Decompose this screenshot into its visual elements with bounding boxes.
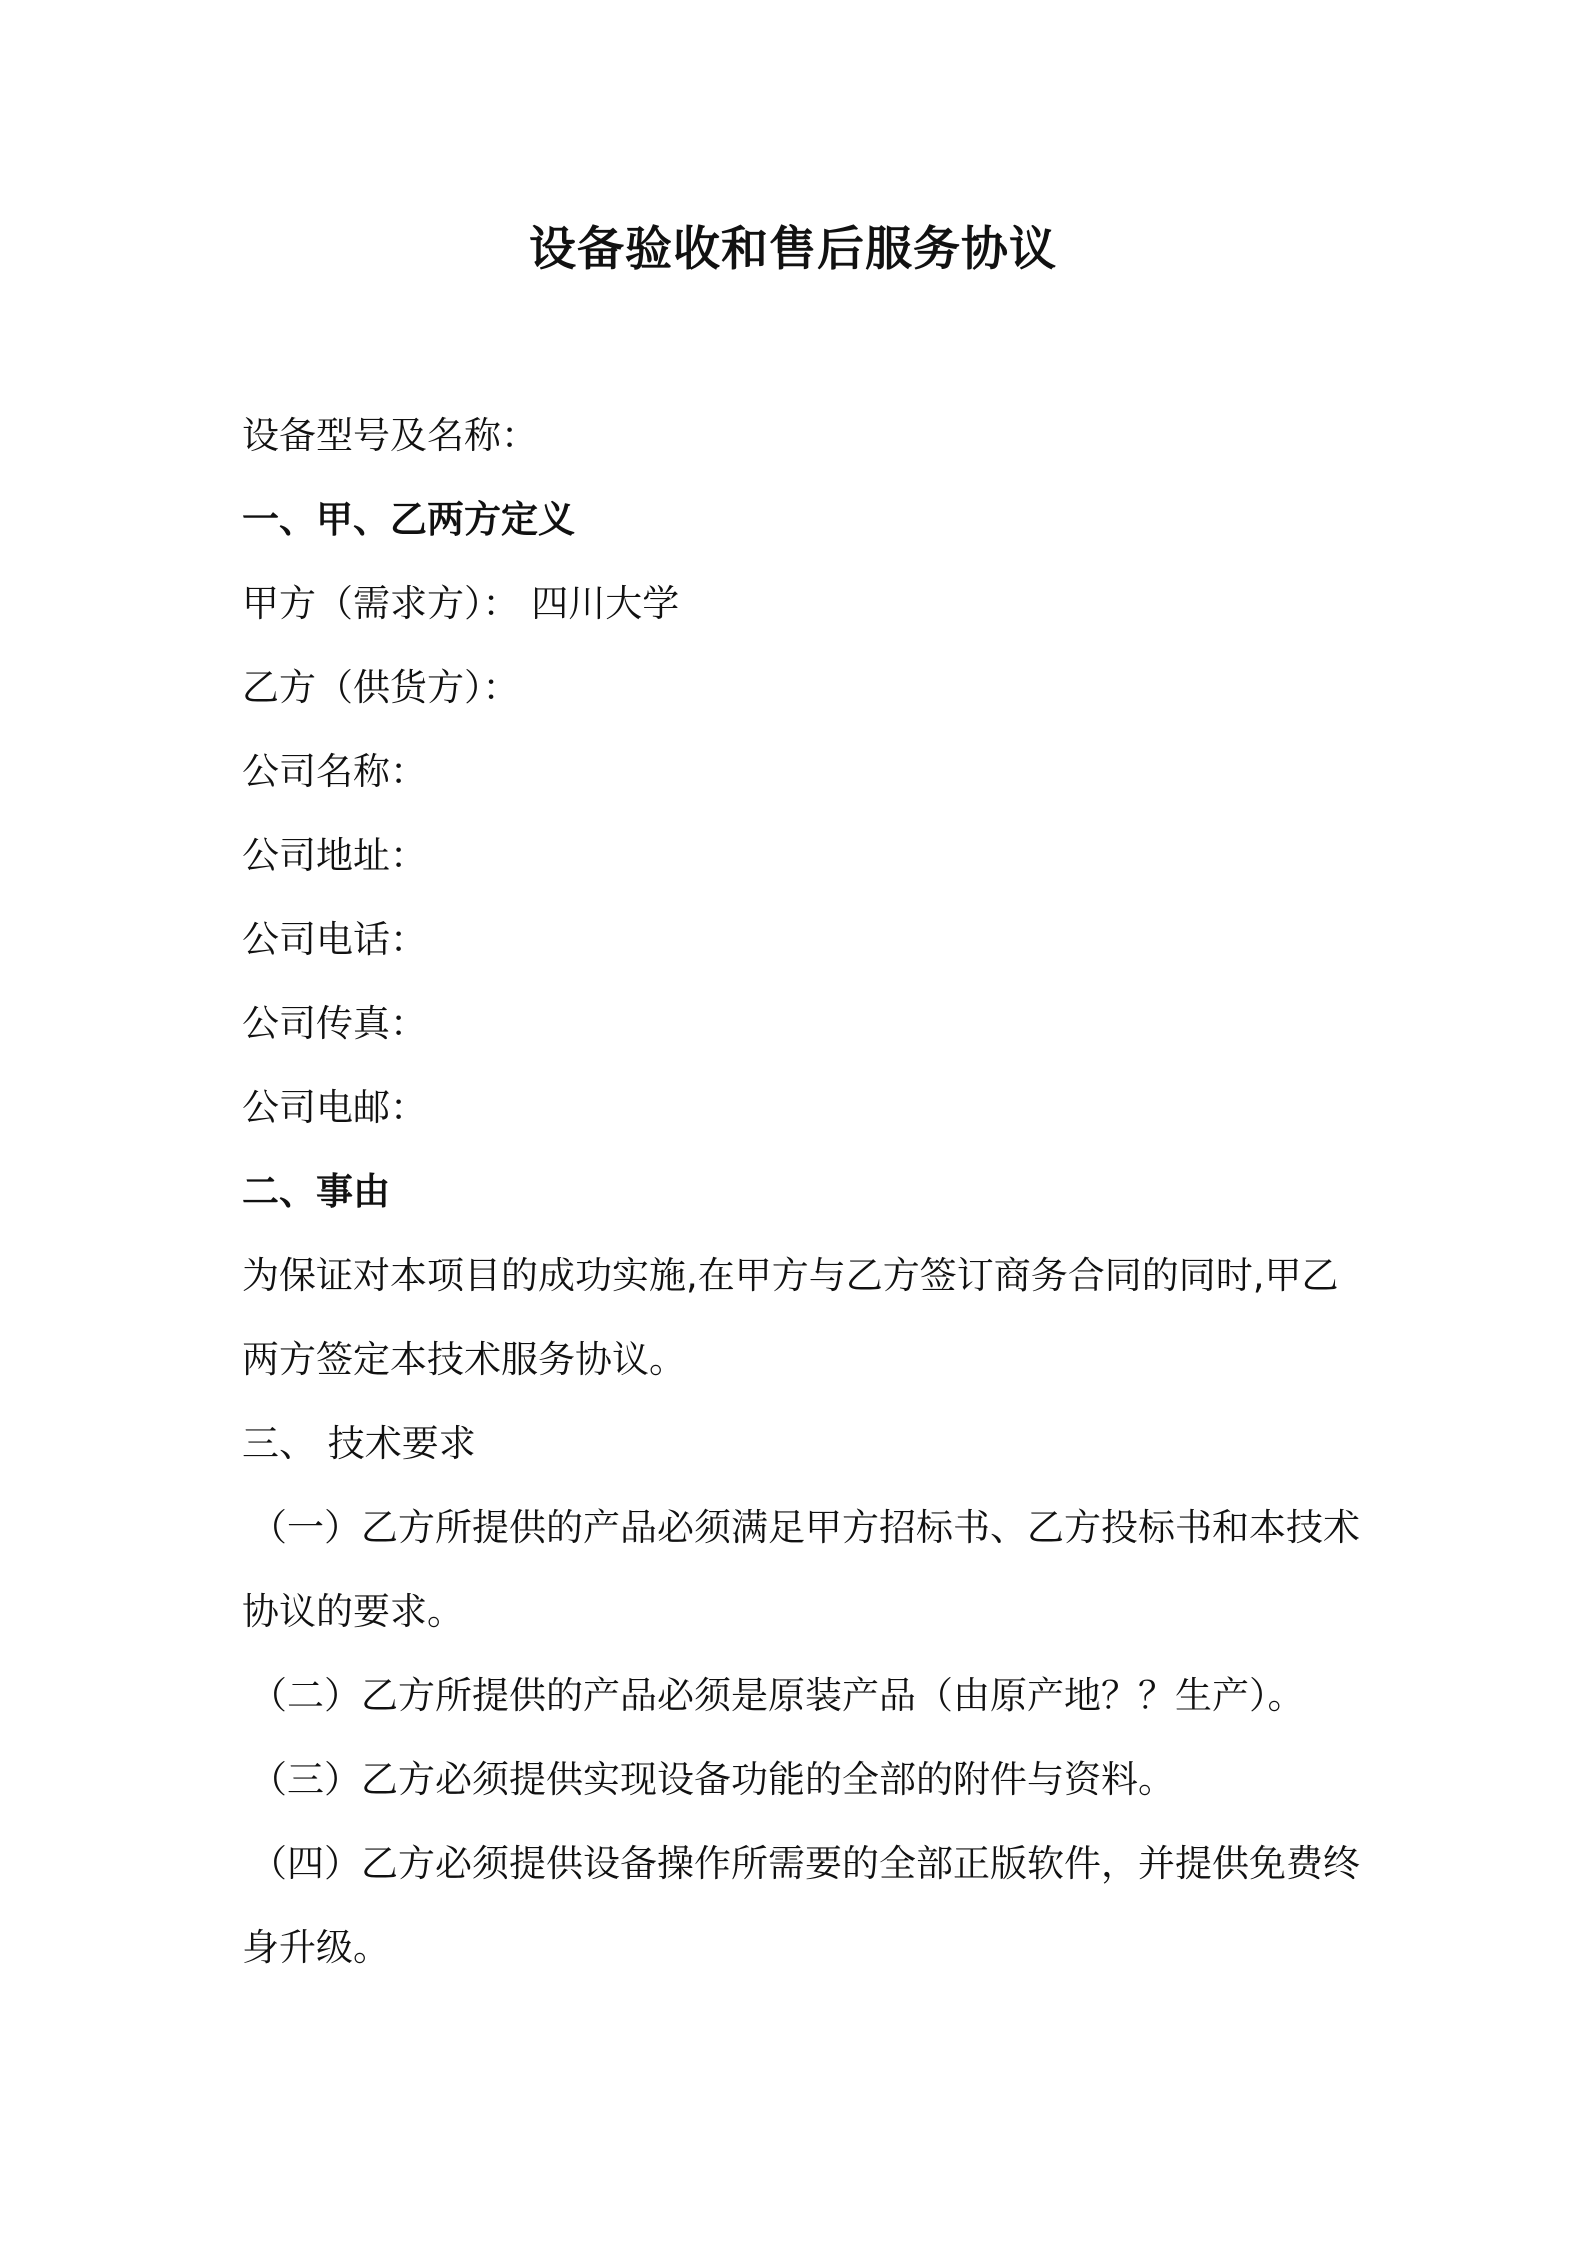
requirement-1-line-2: 协议的要求。: [242, 1590, 464, 1633]
requirement-1-line-1: （一）乙方所提供的产品必须满足甲方招标书、乙方投标书和本技术: [250, 1506, 1360, 1549]
section-1-heading: 一、甲、乙两方定义: [242, 498, 575, 541]
company-phone-label: 公司电话：: [242, 918, 427, 961]
section-2-heading: 二、事由: [242, 1170, 390, 1213]
requirement-2: （二）乙方所提供的产品必须是原装产品（由原产地？？生产）。: [250, 1674, 1305, 1717]
purpose-paragraph-line-1: 为保证对本项目的成功实施,在甲方与乙方签订商务合同的同时,甲乙: [242, 1254, 1339, 1297]
party-b-line: 乙方（供货方）：: [242, 666, 520, 709]
document-title: 设备验收和售后服务协议: [529, 222, 1057, 277]
requirement-3: （三）乙方必须提供实现设备功能的全部的附件与资料。: [250, 1758, 1175, 1801]
party-a-line: 甲方（需求方）： 四川大学: [242, 582, 680, 625]
company-name-label: 公司名称：: [242, 750, 427, 793]
company-fax-label: 公司传真：: [242, 1002, 427, 1045]
equipment-model-label: 设备型号及名称：: [242, 414, 538, 457]
requirement-4-line-2: 身升级。: [242, 1926, 390, 1969]
section-3-heading: 三、 技术要求: [242, 1422, 476, 1465]
requirement-4-line-1: （四）乙方必须提供设备操作所需要的全部正版软件，并提供免费终: [250, 1842, 1360, 1885]
purpose-paragraph-line-2: 两方签定本技术服务协议。: [242, 1338, 686, 1381]
company-address-label: 公司地址：: [242, 834, 427, 877]
company-email-label: 公司电邮：: [242, 1086, 427, 1129]
